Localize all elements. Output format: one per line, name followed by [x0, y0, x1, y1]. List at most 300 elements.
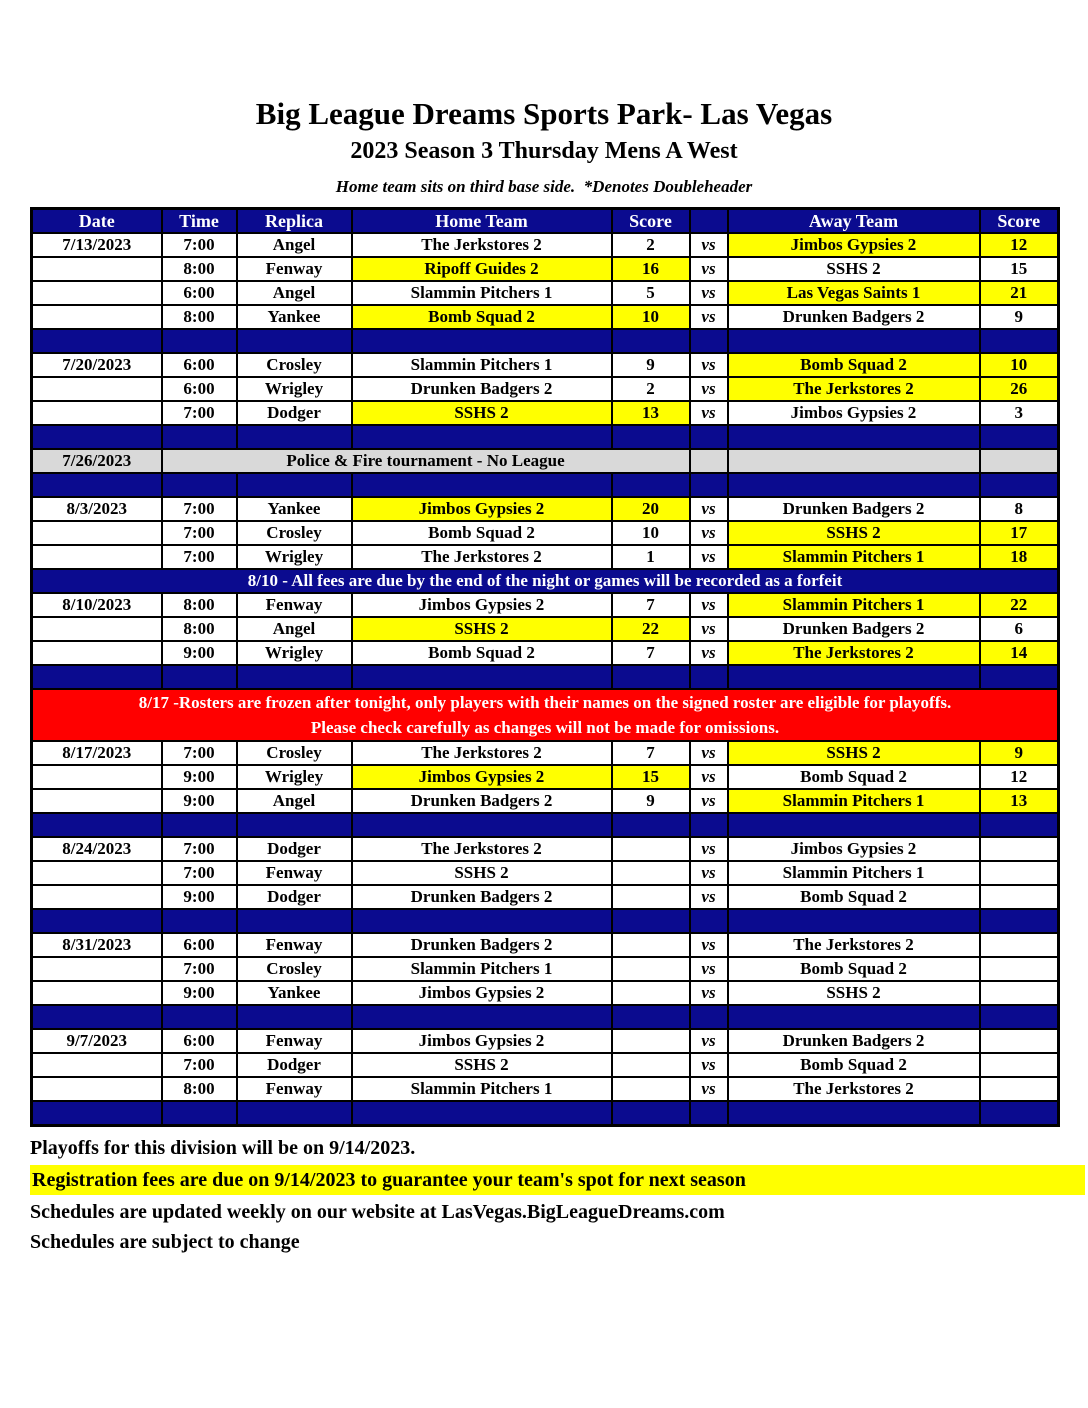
separator-row: [32, 813, 1059, 837]
away-score-cell: [980, 1029, 1059, 1053]
home-score-cell: 15: [612, 765, 690, 789]
separator-cell: [32, 1005, 162, 1029]
game-row: [32, 885, 1059, 909]
away-score-cell: 17: [980, 521, 1059, 545]
replica-cell: Fenway: [237, 933, 352, 957]
game-row: [32, 377, 1059, 401]
away-score-cell: 18: [980, 545, 1059, 569]
away-score-empty-cell: [980, 449, 1059, 473]
separator-cell: [690, 1101, 728, 1125]
time-cell: 8:00: [162, 305, 237, 329]
separator-cell: [162, 909, 237, 933]
replica-cell: Fenway: [237, 861, 352, 885]
home-team-cell: The Jerkstores 2: [352, 233, 612, 257]
home-team-cell: The Jerkstores 2: [352, 545, 612, 569]
page-subtitle: 2023 Season 3 Thursday Mens A West: [350, 138, 738, 164]
home-team-cell: Slammin Pitchers 1: [352, 957, 612, 981]
header-home-score: Score: [612, 209, 690, 234]
home-score-cell: [612, 981, 690, 1005]
home-team-cell: Slammin Pitchers 1: [352, 1077, 612, 1101]
separator-cell: [690, 473, 728, 497]
home-team-cell: Drunken Badgers 2: [352, 377, 612, 401]
separator-cell: [980, 813, 1059, 837]
date-cell: 8/3/2023: [32, 497, 162, 521]
vs-label-cell: vs: [690, 233, 728, 257]
schedule-table: [30, 207, 1060, 1127]
home-score-cell: 20: [612, 497, 690, 521]
away-score-cell: [980, 861, 1059, 885]
date-cell: 8/17/2023: [32, 741, 162, 765]
away-team-cell: Bomb Squad 2: [728, 885, 980, 909]
home-team-cell: Slammin Pitchers 1: [352, 353, 612, 377]
home-score-cell: [612, 1053, 690, 1077]
separator-cell: [980, 909, 1059, 933]
notice-line: 8/17 -Rosters are frozen after tonight, only players with their names on the signed roster are eligible for playoffs.: [138, 693, 952, 712]
home-score-cell: 16: [612, 257, 690, 281]
separator-cell: [612, 909, 690, 933]
separator-cell: [352, 1005, 612, 1029]
vs-label-cell: vs: [690, 497, 728, 521]
separator-cell: [352, 909, 612, 933]
replica-cell: Yankee: [237, 497, 352, 521]
notice-text-cell: 8/10 - All fees are due by the end of the night or games will be recorded as a forfeit: [32, 569, 1059, 593]
time-cell: 8:00: [162, 257, 237, 281]
time-cell: 6:00: [162, 353, 237, 377]
home-team-cell: Bomb Squad 2: [352, 641, 612, 665]
away-team-cell: The Jerkstores 2: [728, 641, 980, 665]
away-score-cell: [980, 981, 1059, 1005]
away-score-cell: 8: [980, 497, 1059, 521]
vs-label-cell: vs: [690, 837, 728, 861]
home-team-cell: SSHS 2: [352, 861, 612, 885]
game-row: [32, 521, 1059, 545]
home-score-cell: [612, 861, 690, 885]
document-header: [0, 0, 1088, 198]
away-team-cell: Las Vegas Saints 1: [728, 281, 980, 305]
replica-cell: Yankee: [237, 305, 352, 329]
home-score-cell: 2: [612, 233, 690, 257]
time-cell: 9:00: [162, 885, 237, 909]
separator-cell: [162, 813, 237, 837]
time-cell: 9:00: [162, 641, 237, 665]
game-row: [32, 957, 1059, 981]
separator-cell: [690, 665, 728, 689]
time-cell: 7:00: [162, 837, 237, 861]
away-score-cell: [980, 1053, 1059, 1077]
vs-label-cell: vs: [690, 641, 728, 665]
home-team-cell: The Jerkstores 2: [352, 837, 612, 861]
home-team-cell: Ripoff Guides 2: [352, 257, 612, 281]
date-cell: [32, 281, 162, 305]
game-row: [32, 593, 1059, 617]
separator-cell: [162, 329, 237, 353]
away-score-cell: 10: [980, 353, 1059, 377]
separator-cell: [237, 329, 352, 353]
vs-label-cell: vs: [690, 1053, 728, 1077]
home-team-cell: Jimbos Gypsies 2: [352, 765, 612, 789]
time-cell: 7:00: [162, 401, 237, 425]
game-row: [32, 837, 1059, 861]
vs-empty-cell: [690, 449, 728, 473]
time-cell: 8:00: [162, 617, 237, 641]
header-replica: Replica: [237, 209, 352, 234]
away-team-cell: Drunken Badgers 2: [728, 497, 980, 521]
vs-label-cell: vs: [690, 861, 728, 885]
separator-cell: [237, 425, 352, 449]
vs-label-cell: vs: [690, 593, 728, 617]
vs-label-cell: vs: [690, 281, 728, 305]
game-row: [32, 765, 1059, 789]
separator-cell: [32, 329, 162, 353]
home-team-cell: Slammin Pitchers 1: [352, 281, 612, 305]
date-cell: [32, 401, 162, 425]
separator-cell: [980, 1101, 1059, 1125]
separator-cell: [237, 909, 352, 933]
replica-cell: Wrigley: [237, 765, 352, 789]
date-cell: [32, 981, 162, 1005]
away-score-cell: 14: [980, 641, 1059, 665]
time-cell: 7:00: [162, 545, 237, 569]
away-score-cell: [980, 1077, 1059, 1101]
separator-cell: [612, 665, 690, 689]
replica-cell: Dodger: [237, 837, 352, 861]
separator-cell: [612, 1101, 690, 1125]
replica-cell: Dodger: [237, 401, 352, 425]
website-note: Schedules are updated weekly on our website at LasVegas.BigLeagueDreams.com: [30, 1200, 725, 1223]
header-home-team: Home Team: [352, 209, 612, 234]
separator-cell: [162, 425, 237, 449]
away-score-cell: 22: [980, 593, 1059, 617]
separator-cell: [612, 425, 690, 449]
time-cell: 6:00: [162, 377, 237, 401]
replica-cell: Wrigley: [237, 641, 352, 665]
replica-cell: Dodger: [237, 885, 352, 909]
vs-label-cell: vs: [690, 545, 728, 569]
game-row: [32, 233, 1059, 257]
home-team-cell: SSHS 2: [352, 401, 612, 425]
separator-cell: [32, 425, 162, 449]
home-team-cell: Bomb Squad 2: [352, 521, 612, 545]
separator-row: [32, 329, 1059, 353]
separator-cell: [728, 1005, 980, 1029]
date-cell: 7/20/2023: [32, 353, 162, 377]
home-team-cell: Drunken Badgers 2: [352, 789, 612, 813]
game-row: [32, 741, 1059, 765]
replica-cell: Fenway: [237, 593, 352, 617]
separator-cell: [237, 1101, 352, 1125]
separator-cell: [690, 1005, 728, 1029]
game-row: [32, 497, 1059, 521]
separator-cell: [352, 329, 612, 353]
vs-label-cell: vs: [690, 765, 728, 789]
game-row: [32, 401, 1059, 425]
game-row: [32, 353, 1059, 377]
home-team-cell: Jimbos Gypsies 2: [352, 981, 612, 1005]
game-row: [32, 1053, 1059, 1077]
separator-cell: [162, 473, 237, 497]
away-team-cell: SSHS 2: [728, 521, 980, 545]
vs-label-cell: vs: [690, 305, 728, 329]
away-score-cell: 9: [980, 741, 1059, 765]
playoffs-note: Playoffs for this division will be on 9/14/2023.: [30, 1136, 416, 1159]
separator-row: [32, 1005, 1059, 1029]
separator-cell: [237, 1005, 352, 1029]
page-tagline: Home team sits on third base side. *Denotes Doubleheader: [335, 177, 753, 196]
vs-label-cell: vs: [690, 981, 728, 1005]
table-header-row: [32, 209, 1059, 234]
game-row: [32, 981, 1059, 1005]
away-team-cell: Slammin Pitchers 1: [728, 593, 980, 617]
away-score-cell: 15: [980, 257, 1059, 281]
away-score-cell: 12: [980, 233, 1059, 257]
page-title: Big League Dreams Sports Park- Las Vegas: [255, 96, 833, 131]
away-team-cell: Bomb Squad 2: [728, 957, 980, 981]
home-score-cell: [612, 1029, 690, 1053]
game-row: [32, 641, 1059, 665]
separator-cell: [352, 1101, 612, 1125]
away-score-cell: [980, 837, 1059, 861]
separator-cell: [980, 425, 1059, 449]
separator-cell: [612, 813, 690, 837]
away-team-cell: Slammin Pitchers 1: [728, 789, 980, 813]
separator-cell: [728, 909, 980, 933]
vs-label-cell: vs: [690, 789, 728, 813]
home-score-cell: 13: [612, 401, 690, 425]
date-cell: [32, 641, 162, 665]
game-row: [32, 545, 1059, 569]
separator-row: [32, 473, 1059, 497]
away-team-cell: SSHS 2: [728, 741, 980, 765]
date-cell: 7/26/2023: [32, 449, 162, 473]
date-cell: [32, 257, 162, 281]
notice-text-cell: Police & Fire tournament - No League: [162, 449, 690, 473]
vs-label-cell: vs: [690, 957, 728, 981]
time-cell: 9:00: [162, 981, 237, 1005]
separator-cell: [352, 473, 612, 497]
home-score-cell: [612, 885, 690, 909]
separator-cell: [980, 473, 1059, 497]
vs-label-cell: vs: [690, 933, 728, 957]
separator-cell: [728, 473, 980, 497]
tournament-notice-row: [32, 449, 1059, 473]
away-team-empty-cell: [728, 449, 980, 473]
away-score-cell: 3: [980, 401, 1059, 425]
home-team-cell: Jimbos Gypsies 2: [352, 593, 612, 617]
home-team-cell: The Jerkstores 2: [352, 741, 612, 765]
home-score-cell: 2: [612, 377, 690, 401]
separator-cell: [352, 425, 612, 449]
subject-to-change-note: Schedules are subject to change: [30, 1230, 300, 1253]
date-cell: [32, 617, 162, 641]
vs-label-cell: vs: [690, 401, 728, 425]
away-team-cell: The Jerkstores 2: [728, 377, 980, 401]
separator-cell: [237, 813, 352, 837]
replica-cell: Angel: [237, 789, 352, 813]
replica-cell: Wrigley: [237, 377, 352, 401]
separator-cell: [352, 665, 612, 689]
separator-row: [32, 1101, 1059, 1125]
away-score-cell: [980, 957, 1059, 981]
separator-cell: [728, 665, 980, 689]
separator-cell: [612, 329, 690, 353]
time-cell: 7:00: [162, 861, 237, 885]
time-cell: 7:00: [162, 741, 237, 765]
away-team-cell: SSHS 2: [728, 981, 980, 1005]
header-away-score: Score: [980, 209, 1059, 234]
game-row: [32, 1029, 1059, 1053]
separator-cell: [728, 329, 980, 353]
away-team-cell: Bomb Squad 2: [728, 353, 980, 377]
separator-cell: [612, 473, 690, 497]
time-cell: 7:00: [162, 1053, 237, 1077]
separator-row: [32, 909, 1059, 933]
separator-row: [32, 665, 1059, 689]
home-score-cell: [612, 1077, 690, 1101]
game-row: [32, 861, 1059, 885]
game-row: [32, 281, 1059, 305]
vs-label-cell: vs: [690, 1077, 728, 1101]
away-score-cell: [980, 885, 1059, 909]
replica-cell: Crosley: [237, 741, 352, 765]
away-score-cell: 9: [980, 305, 1059, 329]
vs-label-cell: vs: [690, 521, 728, 545]
home-team-cell: SSHS 2: [352, 1053, 612, 1077]
time-cell: 6:00: [162, 281, 237, 305]
home-score-cell: 5: [612, 281, 690, 305]
replica-cell: Angel: [237, 233, 352, 257]
separator-cell: [690, 329, 728, 353]
header-away-team: Away Team: [728, 209, 980, 234]
date-cell: 9/7/2023: [32, 1029, 162, 1053]
game-row: [32, 305, 1059, 329]
replica-cell: Fenway: [237, 1077, 352, 1101]
home-score-cell: [612, 837, 690, 861]
away-score-cell: 26: [980, 377, 1059, 401]
vs-label-cell: vs: [690, 885, 728, 909]
time-cell: 6:00: [162, 1029, 237, 1053]
fees-notice-row: [32, 569, 1059, 593]
separator-cell: [162, 1005, 237, 1029]
date-cell: [32, 861, 162, 885]
time-cell: 9:00: [162, 789, 237, 813]
header-vs-spacer: [690, 209, 728, 234]
date-cell: [32, 789, 162, 813]
date-cell: 8/31/2023: [32, 933, 162, 957]
away-team-cell: Drunken Badgers 2: [728, 305, 980, 329]
separator-cell: [32, 473, 162, 497]
replica-cell: Fenway: [237, 257, 352, 281]
header-time: Time: [162, 209, 237, 234]
date-cell: 7/13/2023: [32, 233, 162, 257]
replica-cell: Wrigley: [237, 545, 352, 569]
time-cell: 7:00: [162, 497, 237, 521]
separator-cell: [352, 813, 612, 837]
home-score-cell: 9: [612, 789, 690, 813]
separator-cell: [728, 425, 980, 449]
date-cell: [32, 885, 162, 909]
separator-cell: [32, 1101, 162, 1125]
separator-cell: [980, 329, 1059, 353]
game-row: [32, 617, 1059, 641]
away-team-cell: Bomb Squad 2: [728, 1053, 980, 1077]
separator-row: [32, 425, 1059, 449]
vs-label-cell: vs: [690, 1029, 728, 1053]
home-score-cell: 7: [612, 741, 690, 765]
separator-cell: [690, 813, 728, 837]
separator-cell: [237, 665, 352, 689]
separator-cell: [690, 425, 728, 449]
home-score-cell: 9: [612, 353, 690, 377]
separator-cell: [690, 909, 728, 933]
roster-freeze-notice-row: [32, 689, 1059, 741]
home-score-cell: 1: [612, 545, 690, 569]
separator-cell: [162, 665, 237, 689]
away-score-cell: 21: [980, 281, 1059, 305]
separator-cell: [980, 1005, 1059, 1029]
separator-cell: [32, 909, 162, 933]
home-score-cell: [612, 933, 690, 957]
date-cell: 8/24/2023: [32, 837, 162, 861]
time-cell: 7:00: [162, 233, 237, 257]
replica-cell: Crosley: [237, 521, 352, 545]
home-score-cell: 10: [612, 521, 690, 545]
separator-cell: [237, 473, 352, 497]
away-team-cell: The Jerkstores 2: [728, 933, 980, 957]
separator-cell: [728, 1101, 980, 1125]
date-cell: [32, 545, 162, 569]
game-row: [32, 1077, 1059, 1101]
replica-cell: Crosley: [237, 353, 352, 377]
separator-cell: [728, 813, 980, 837]
vs-label-cell: vs: [690, 741, 728, 765]
vs-label-cell: vs: [690, 377, 728, 401]
home-score-cell: 7: [612, 593, 690, 617]
date-cell: [32, 521, 162, 545]
away-score-cell: 12: [980, 765, 1059, 789]
away-team-cell: Jimbos Gypsies 2: [728, 837, 980, 861]
time-cell: 6:00: [162, 933, 237, 957]
away-score-cell: 6: [980, 617, 1059, 641]
replica-cell: Dodger: [237, 1053, 352, 1077]
away-team-cell: Slammin Pitchers 1: [728, 545, 980, 569]
game-row: [32, 257, 1059, 281]
header-date: Date: [32, 209, 162, 234]
separator-cell: [32, 665, 162, 689]
away-team-cell: Jimbos Gypsies 2: [728, 233, 980, 257]
away-team-cell: Slammin Pitchers 1: [728, 861, 980, 885]
time-cell: 9:00: [162, 765, 237, 789]
date-cell: [32, 1053, 162, 1077]
replica-cell: Angel: [237, 617, 352, 641]
home-team-cell: Bomb Squad 2: [352, 305, 612, 329]
separator-cell: [612, 1005, 690, 1029]
home-team-cell: Drunken Badgers 2: [352, 933, 612, 957]
away-team-cell: Drunken Badgers 2: [728, 1029, 980, 1053]
away-team-cell: Bomb Squad 2: [728, 765, 980, 789]
time-cell: 8:00: [162, 1077, 237, 1101]
time-cell: 7:00: [162, 521, 237, 545]
schedule-table-body: [32, 233, 1059, 1125]
document-footer: [30, 1135, 1088, 1255]
notice-text-cell: [32, 689, 1059, 741]
notice-line: Please check carefully as changes will not be made for omissions.: [310, 718, 780, 737]
away-team-cell: SSHS 2: [728, 257, 980, 281]
game-row: [32, 933, 1059, 957]
home-score-cell: 10: [612, 305, 690, 329]
away-team-cell: Drunken Badgers 2: [728, 617, 980, 641]
home-score-cell: [612, 957, 690, 981]
home-score-cell: 22: [612, 617, 690, 641]
